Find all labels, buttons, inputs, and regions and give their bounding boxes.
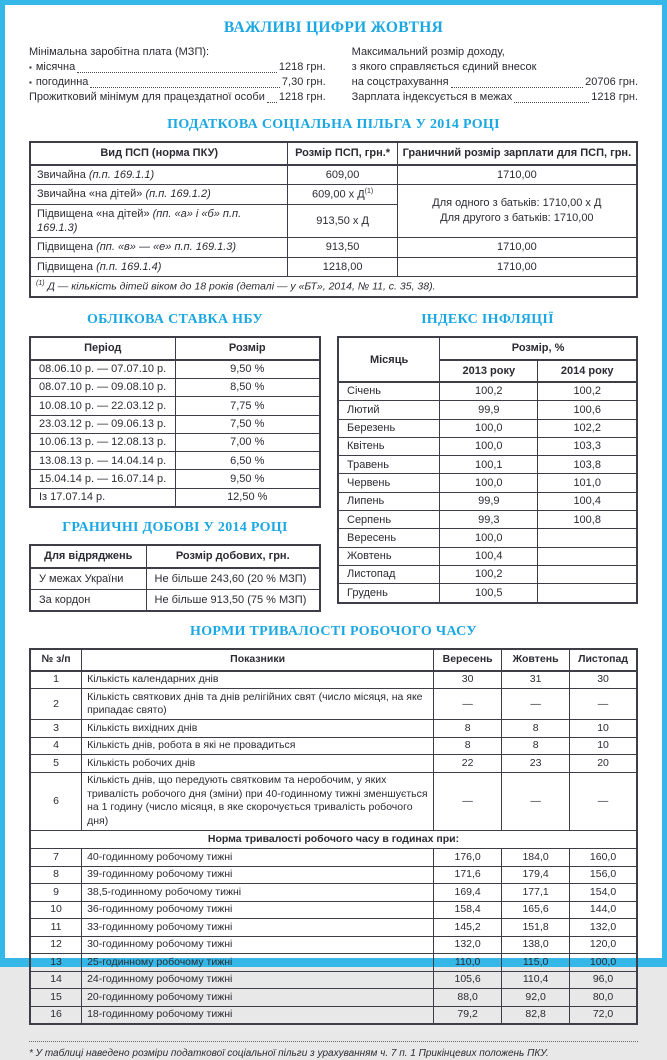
work-value-november: —: [570, 772, 637, 830]
work-row: [30, 849, 637, 867]
psp-parent-one: Для одного з батьків: 1710,00 х Д: [432, 197, 602, 210]
work-col-november: Листопад: [570, 649, 637, 671]
inflation-month: Липень: [338, 492, 440, 510]
inflation-value-2014: 103,8: [538, 456, 637, 474]
nbu-period: 23.03.12 р. — 09.06.13 р.: [30, 415, 175, 433]
work-row: [30, 720, 637, 738]
inflation-month: Вересень: [338, 529, 440, 547]
work-value-november: 80,0: [570, 989, 637, 1007]
inflation-col-size: Розмір, %: [440, 337, 637, 359]
nbu-col-period: Період: [30, 337, 175, 359]
work-value-october: 151,8: [502, 919, 570, 937]
psp-footnote-row: [30, 277, 637, 298]
inflation-section-title: ІНДЕКС ІНФЛЯЦІЇ: [421, 312, 554, 328]
dot-leader: [77, 72, 277, 73]
inflation-month: Лютий: [338, 401, 440, 419]
work-value-october: 165,6: [502, 901, 570, 919]
work-value-september: 110,0: [434, 954, 502, 972]
work-subheader-row: [30, 830, 637, 849]
dobovi-body: [30, 568, 320, 612]
work-row-number: 10: [30, 901, 82, 919]
square-bullet-icon: ▪: [29, 63, 32, 73]
psp-kind-name: Звичайна: [37, 168, 89, 181]
inflation-row: [338, 547, 637, 565]
work-value-september: 105,6: [434, 971, 502, 989]
work-row-number: 1: [30, 671, 82, 689]
psp-kind-name: Підвищена: [37, 241, 97, 254]
work-row-number: 14: [30, 971, 82, 989]
nbu-rate: 12,50 %: [175, 488, 320, 507]
work-body-days: [30, 671, 637, 831]
nbu-row: [30, 470, 320, 488]
inflation-row: [338, 511, 637, 529]
psp-table: [29, 141, 638, 298]
psp-col-kind: Вид ПСП (норма ПКУ): [30, 142, 288, 164]
work-row: [30, 919, 637, 937]
work-value-november: —: [570, 689, 637, 720]
work-row: [30, 884, 637, 902]
work-row-indicator: 30-годинному робочому тижні: [82, 936, 434, 954]
max-income-line1: Максимальний розмір доходу,: [351, 46, 505, 59]
work-value-october: 179,4: [502, 866, 570, 884]
work-col-indicator: Показники: [82, 649, 434, 671]
inflation-month: Червень: [338, 474, 440, 492]
inflation-body: [338, 382, 637, 603]
work-row-indicator: 18-годинному робочому тижні: [82, 1006, 434, 1024]
work-row-indicator: 40-годинному робочому тижні: [82, 849, 434, 867]
psp-kind-norm: (пп. «а» і «б» п.п. 169.1.3): [37, 207, 242, 235]
dot-leader: [514, 102, 589, 103]
dotted-separator: [29, 1041, 638, 1042]
dot-leader: [90, 87, 280, 88]
work-row: [30, 901, 637, 919]
inflation-row: [338, 492, 637, 510]
nbu-row: [30, 397, 320, 415]
nbu-period: 15.04.14 р. — 16.07.14 р.: [30, 470, 175, 488]
subsistence-minimum-label: Прожитковий мінімум для працездатної особи: [29, 91, 265, 104]
work-value-november: 30: [570, 671, 637, 689]
nbu-rate: 9,50 %: [175, 470, 320, 488]
work-value-november: 100,0: [570, 954, 637, 972]
min-wage-monthly-label: місячна: [35, 61, 76, 74]
work-section-title: НОРМИ ТРИВАЛОСТІ РОБОЧОГО ЧАСУ: [190, 624, 477, 640]
work-row: [30, 936, 637, 954]
inflation-value-2014: [538, 565, 637, 583]
nbu-rate: 7,50 %: [175, 415, 320, 433]
dobovi-place: За кордон: [30, 589, 146, 611]
dobovi-size: Не більше 913,50 (75 % МЗП): [146, 589, 320, 611]
work-row-indicator: Кількість вихідних днів: [82, 720, 434, 738]
middle-right-column: [337, 300, 638, 612]
work-row-indicator: 38,5-годинному робочому тижні: [82, 884, 434, 902]
work-value-october: 177,1: [502, 884, 570, 902]
dobovi-section-title: ГРАНИЧНІ ДОБОВІ У 2014 РОЦІ: [62, 520, 288, 536]
work-row-number: 2: [30, 689, 82, 720]
key-figures-left: [29, 45, 326, 105]
work-value-september: 158,4: [434, 901, 502, 919]
work-value-september: 176,0: [434, 849, 502, 867]
inflation-value-2014: 100,4: [538, 492, 637, 510]
nbu-row: [30, 452, 320, 470]
nbu-row: [30, 378, 320, 396]
work-value-october: 23: [502, 755, 570, 773]
psp-kind-name: Підвищена: [37, 260, 97, 273]
work-row-number: 9: [30, 884, 82, 902]
inflation-value-2013: 100,0: [440, 419, 538, 437]
dobovi-row: [30, 589, 320, 611]
work-value-october: 184,0: [502, 849, 570, 867]
nbu-rate: 7,00 %: [175, 433, 320, 451]
min-wage-monthly-value: 1218 грн.: [278, 61, 326, 74]
work-row-number: 6: [30, 772, 82, 830]
nbu-rate: 8,50 %: [175, 378, 320, 396]
inflation-value-2013: 100,0: [440, 474, 538, 492]
inflation-value-2013: 100,4: [440, 547, 538, 565]
nbu-row: [30, 415, 320, 433]
work-value-october: 8: [502, 737, 570, 755]
psp-size-footnote-mark: (1): [364, 187, 374, 195]
psp-kind-norm: (пп. «в» — «е» п.п. 169.1.3): [96, 241, 237, 254]
work-value-october: —: [502, 772, 570, 830]
work-row-indicator: Кількість днів, що передують святковим та неробочим, у яких тривалість робочого дня (зміни) при 40-годинному тижні зменшується на 1 годину (число місяця, в яке скорочується тривалість робочого дня): [82, 772, 434, 830]
inflation-value-2013: 99,3: [440, 511, 538, 529]
work-value-october: 82,8: [502, 1006, 570, 1024]
work-row-number: 11: [30, 919, 82, 937]
inflation-row: [338, 456, 637, 474]
work-value-september: 132,0: [434, 936, 502, 954]
key-figures: [29, 45, 638, 105]
psp-size: 1218,00: [288, 257, 397, 276]
inflation-month: Квітень: [338, 437, 440, 455]
nbu-row: [30, 488, 320, 507]
inflation-value-2014: 100,2: [538, 382, 637, 401]
work-row-indicator: Кількість днів, робота в які не провадиться: [82, 737, 434, 755]
nbu-row: [30, 360, 320, 379]
inflation-month: Серпень: [338, 511, 440, 529]
inflation-row: [338, 401, 637, 419]
psp-size: 609,00: [288, 165, 397, 185]
inflation-value-2013: 100,0: [440, 437, 538, 455]
nbu-table: [29, 336, 321, 508]
work-header-row: [30, 649, 637, 671]
work-value-october: 8: [502, 720, 570, 738]
inflation-month: Травень: [338, 456, 440, 474]
inflation-row: [338, 584, 637, 603]
work-value-november: 96,0: [570, 971, 637, 989]
work-row-number: 12: [30, 936, 82, 954]
dobovi-size: Не більше 243,60 (20 % МЗП): [146, 568, 320, 590]
psp-parents-cell: [397, 184, 637, 238]
dot-leader: [267, 102, 277, 103]
psp-kind-norm: (п.п. 169.1.4): [96, 260, 162, 273]
nbu-rate: 6,50 %: [175, 452, 320, 470]
work-value-september: 8: [434, 720, 502, 738]
min-wage-hourly: [29, 75, 326, 90]
inflation-value-2013: 100,0: [440, 529, 538, 547]
psp-kind-norm: (п.п. 169.1.2): [145, 188, 211, 201]
work-value-september: —: [434, 689, 502, 720]
work-row-indicator: 36-годинному робочому тижні: [82, 901, 434, 919]
inflation-col-month: Місяць: [338, 337, 440, 382]
work-value-november: 132,0: [570, 919, 637, 937]
work-value-october: 92,0: [502, 989, 570, 1007]
work-row-indicator: Кількість святкових днів та днів релігійних свят (число місяця, на яке припадає свято): [82, 689, 434, 720]
dobovi-place: У межах України: [30, 568, 146, 590]
subsistence-minimum-value: 1218 грн.: [278, 91, 326, 104]
key-figures-right: [352, 45, 638, 105]
psp-kind: [30, 257, 288, 276]
work-row-number: 3: [30, 720, 82, 738]
work-row-number: 4: [30, 737, 82, 755]
inflation-table: [337, 336, 638, 603]
indexation-label: Зарплата індексується в межах: [351, 91, 513, 104]
work-row: [30, 772, 637, 830]
work-row-indicator: Кількість робочих днів: [82, 755, 434, 773]
inflation-value-2014: 103,3: [538, 437, 637, 455]
work-row: [30, 671, 637, 689]
work-col-september: Вересень: [434, 649, 502, 671]
inflation-row: [338, 529, 637, 547]
work-value-november: 10: [570, 720, 637, 738]
psp-kind: [30, 165, 288, 185]
work-row-indicator: Кількість календарних днів: [82, 671, 434, 689]
psp-kind: [30, 184, 288, 204]
inflation-row: [338, 419, 637, 437]
page-footnote: * У таблиці наведено розміри податкової соціальної пільги з урахуванням ч. 7 п. 1 Прикінцевих положень ПКУ.: [29, 1048, 549, 1060]
psp-kind: [30, 238, 288, 257]
work-row-indicator: 33-годинному робочому тижні: [82, 919, 434, 937]
work-value-october: 31: [502, 671, 570, 689]
min-wage-hourly-value: 7,30 грн.: [281, 76, 326, 89]
work-row-indicator: 20-годинному робочому тижні: [82, 989, 434, 1007]
work-value-november: 144,0: [570, 901, 637, 919]
work-value-september: —: [434, 772, 502, 830]
work-row-indicator: 25-годинному робочому тижні: [82, 954, 434, 972]
psp-parent-two: Для другого з батьків: 1710,00: [440, 212, 594, 225]
psp-size: [288, 184, 397, 204]
inflation-row: [338, 437, 637, 455]
inflation-month: Грудень: [338, 584, 440, 603]
nbu-rate: 9,50 %: [175, 360, 320, 379]
work-body-hours: [30, 849, 637, 1025]
psp-size-text: 609,00 х Д: [311, 188, 365, 201]
min-wage-monthly: [29, 60, 326, 75]
work-row-number: 8: [30, 866, 82, 884]
inflation-col-2014: 2014 року: [538, 360, 637, 382]
work-value-october: 115,0: [502, 954, 570, 972]
subsistence-minimum: [29, 90, 326, 105]
psp-size: 913,50 х Д: [288, 204, 397, 238]
psp-row: [30, 165, 637, 185]
work-value-november: 154,0: [570, 884, 637, 902]
psp-limit: 1710,00: [397, 165, 637, 185]
inflation-value-2014: 100,8: [538, 511, 637, 529]
work-row: [30, 689, 637, 720]
work-value-november: 156,0: [570, 866, 637, 884]
inflation-month: Січень: [338, 382, 440, 401]
psp-limit: 1710,00: [397, 257, 637, 276]
square-bullet-icon: ▪: [29, 78, 32, 88]
indexation-value: 1218 грн.: [591, 91, 638, 104]
nbu-rate: 7,75 %: [175, 397, 320, 415]
psp-limit: 1710,00: [397, 238, 637, 257]
inflation-value-2014: [538, 547, 637, 565]
work-value-november: 72,0: [570, 1006, 637, 1024]
work-value-september: 171,6: [434, 866, 502, 884]
psp-size: 913,50: [288, 238, 397, 257]
dobovi-col-place: Для відряджень: [30, 545, 146, 567]
dobovi-header-row: [30, 545, 320, 567]
inflation-value-2014: 100,6: [538, 401, 637, 419]
max-income-value: 20706 грн.: [585, 76, 638, 89]
nbu-section-title: ОБЛІКОВА СТАВКА НБУ: [86, 312, 264, 328]
work-value-september: 30: [434, 671, 502, 689]
inflation-month: Листопад: [338, 565, 440, 583]
work-subheader: Норма тривалості робочого часу в годинах при:: [30, 830, 637, 849]
inflation-value-2013: 99,9: [440, 492, 538, 510]
work-col-number: № з/п: [30, 649, 82, 671]
dobovi-col-size: Розмір добових, грн.: [146, 545, 320, 567]
inflation-col-2013: 2013 року: [440, 360, 538, 382]
psp-col-limit: Граничний розмір зарплати для ПСП, грн.: [397, 142, 637, 164]
max-income-label: на соцстрахування: [351, 76, 449, 89]
psp-footnote: [30, 277, 637, 298]
nbu-body: [30, 360, 320, 507]
work-row-number: 16: [30, 1006, 82, 1024]
work-row: [30, 954, 637, 972]
work-row: [30, 737, 637, 755]
inflation-row: [338, 474, 637, 492]
middle-section: [29, 300, 638, 612]
work-row: [30, 989, 637, 1007]
psp-section-title: ПОДАТКОВА СОЦІАЛЬНА ПІЛЬГА У 2014 РОЦІ: [167, 117, 500, 133]
min-wage-hourly-label: погодинна: [35, 76, 89, 89]
work-row-indicator: 39-годинному робочому тижні: [82, 866, 434, 884]
nbu-period: 08.07.10 р. — 09.08.10 р.: [30, 378, 175, 396]
dobovi-table: [29, 544, 321, 612]
work-row-number: 5: [30, 755, 82, 773]
work-value-october: 138,0: [502, 936, 570, 954]
dot-leader: [451, 87, 584, 88]
work-value-september: 169,4: [434, 884, 502, 902]
work-value-september: 88,0: [434, 989, 502, 1007]
inflation-value-2014: 101,0: [538, 474, 637, 492]
work-value-november: 20: [570, 755, 637, 773]
work-row-number: 7: [30, 849, 82, 867]
work-value-september: 145,2: [434, 919, 502, 937]
nbu-row: [30, 433, 320, 451]
nbu-period: 08.06.10 р. — 07.07.10 р.: [30, 360, 175, 379]
inflation-month: Березень: [338, 419, 440, 437]
nbu-col-rate: Розмір: [175, 337, 320, 359]
inflation-value-2013: 99,9: [440, 401, 538, 419]
inflation-row: [338, 565, 637, 583]
work-value-september: 79,2: [434, 1006, 502, 1024]
min-wage-intro: Мінімальна заробітна плата (МЗП):: [29, 46, 210, 59]
middle-left-column: [29, 300, 321, 612]
dobovi-row: [30, 568, 320, 590]
psp-row: [30, 184, 637, 204]
work-value-october: 110,4: [502, 971, 570, 989]
psp-row: [30, 238, 637, 257]
inflation-value-2013: 100,1: [440, 456, 538, 474]
work-row: [30, 971, 637, 989]
work-value-september: 8: [434, 737, 502, 755]
work-row-number: 15: [30, 989, 82, 1007]
nbu-period: 13.08.13 р. — 14.04.14 р.: [30, 452, 175, 470]
work-hours-table: [29, 648, 638, 1025]
work-row: [30, 866, 637, 884]
inflation-value-2013: 100,2: [440, 382, 538, 401]
work-value-november: 10: [570, 737, 637, 755]
inflation-value-2014: [538, 529, 637, 547]
psp-kind-name: Звичайна «на дітей»: [37, 188, 146, 201]
psp-footnote-mark: (1): [36, 280, 45, 288]
psp-col-size: Розмір ПСП, грн.*: [288, 142, 397, 164]
nbu-period: 10.08.10 р. — 22.03.12 р.: [30, 397, 175, 415]
work-row: [30, 755, 637, 773]
inflation-row: [338, 382, 637, 401]
inflation-value-2014: 102,2: [538, 419, 637, 437]
psp-header-row: [30, 142, 637, 164]
nbu-period: Із 17.07.14 р.: [30, 488, 175, 507]
nbu-period: 10.06.13 р. — 12.08.13 р.: [30, 433, 175, 451]
max-income-line2: з якого справляється єдиний внесок: [351, 61, 537, 74]
work-row-indicator: 24-годинному робочому тижні: [82, 971, 434, 989]
work-row-number: 13: [30, 954, 82, 972]
inflation-header-row-1: [338, 337, 637, 359]
inflation-month: Жовтень: [338, 547, 440, 565]
nbu-header-row: [30, 337, 320, 359]
work-value-september: 22: [434, 755, 502, 773]
work-row: [30, 1006, 637, 1024]
psp-kind-name: Підвищена «на дітей»: [37, 207, 153, 220]
psp-footnote-text: Д — кількість дітей віком до 18 років (деталі — у «БТ», 2014, № 11, с. 35, 38).: [44, 280, 436, 293]
inflation-value-2013: 100,5: [440, 584, 538, 603]
work-col-october: Жовтень: [502, 649, 570, 671]
psp-row: [30, 257, 637, 276]
work-value-october: —: [502, 689, 570, 720]
inflation-value-2013: 100,2: [440, 565, 538, 583]
max-income-tail: [352, 75, 638, 90]
psp-kind-norm: (п.п. 169.1.1): [88, 168, 155, 181]
indexation-line: [352, 90, 638, 105]
work-value-november: 160,0: [570, 849, 637, 867]
work-value-november: 120,0: [570, 936, 637, 954]
page-title: ВАЖЛИВІ ЦИФРИ ЖОВТНЯ: [223, 19, 444, 36]
psp-kind: [30, 204, 288, 238]
inflation-value-2014: [538, 584, 637, 603]
